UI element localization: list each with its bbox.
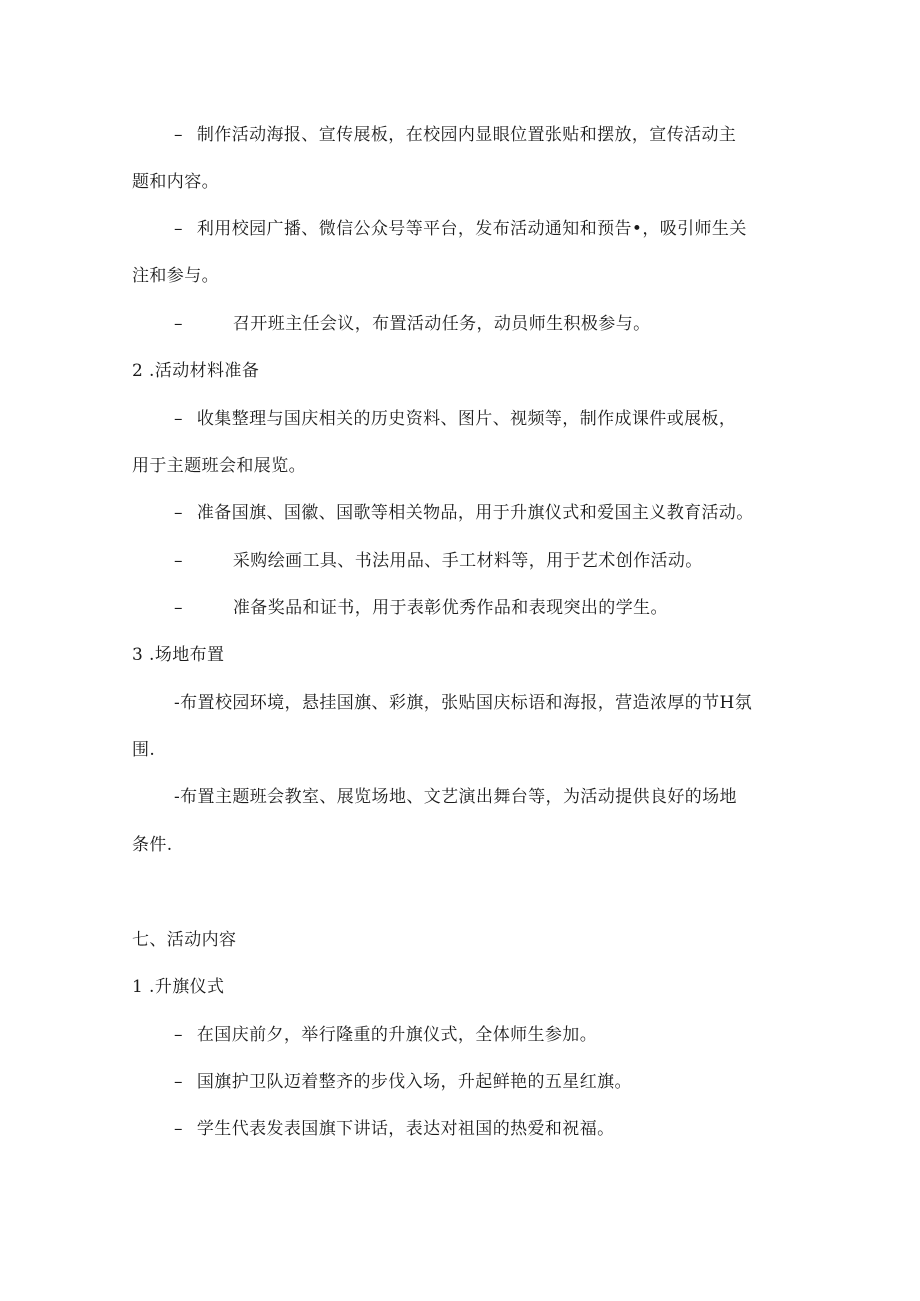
bullet-dash: – xyxy=(174,1072,183,1092)
materials-item-3: – 采购绘画工具、书法用品、手工材料等，用于艺术创作活动。 xyxy=(174,551,703,571)
bullet-dash: – xyxy=(174,125,183,145)
publicity-item-3: – 召开班主任会议，布置活动任务，动员师生积极参与。 xyxy=(174,314,651,334)
bullet-dash: – xyxy=(174,598,183,618)
venue-item-1-line-2: 围. xyxy=(132,740,156,760)
content-item-2: – 国旗护卫队迈着整齐的步伐入场，升起鲜艳的五星红旗。 xyxy=(174,1072,632,1092)
materials-item-1-line-1: – 收集整理与国庆相关的历史资料、图片、视频等，制作成课件或展板， xyxy=(174,409,737,429)
venue-item-2-line-1: -布置主题班会教室、展览场地、文艺演出舞台等，为活动提供良好的场地 xyxy=(174,787,737,807)
publicity-item-1-line-2: 题和内容。 xyxy=(132,172,219,192)
bullet-dash: – xyxy=(174,1025,183,1045)
bullet-dash: – xyxy=(174,219,183,239)
materials-heading: 2 .活动材料准备 xyxy=(132,361,260,381)
publicity-item-2-line-1: – 利用校园广播、微信公众号等平台，发布活动通知和预告•，吸引师生关 xyxy=(174,219,747,239)
venue-item-1-line-1: -布置校园环境，悬挂国旗、彩旗，张贴国庆标语和海报，营造浓厚的节H氛 xyxy=(174,693,753,713)
publicity-item-1-line-1: – 制作活动海报、宣传展板，在校园内显眼位置张贴和摆放，宣传活动主 xyxy=(174,125,737,145)
content-subheading: 1 .升旗仪式 xyxy=(132,977,225,997)
bullet-dash: – xyxy=(174,503,183,523)
materials-item-1-line-2: 用于主题班会和展览。 xyxy=(132,456,306,476)
venue-heading: 3 .场地布置 xyxy=(132,645,225,665)
bullet-dash: – xyxy=(174,1119,183,1139)
bullet-dash: – xyxy=(174,314,183,334)
content-item-1: – 在国庆前夕，举行隆重的升旗仪式，全体师生参加。 xyxy=(174,1025,598,1045)
materials-item-2: – 准备国旗、国徽、国歌等相关物品，用于升旗仪式和爱国主义教育活动。 xyxy=(174,503,754,523)
publicity-item-2-line-2: 注和参与。 xyxy=(132,266,219,286)
content-item-3: – 学生代表发表国旗下讲话，表达对祖国的热爱和祝福。 xyxy=(174,1119,615,1139)
venue-item-2-line-2: 条件. xyxy=(132,835,173,855)
materials-item-4: – 准备奖品和证书，用于表彰优秀作品和表现突出的学生。 xyxy=(174,598,668,618)
bullet-dash: – xyxy=(174,551,183,571)
bullet-dash: – xyxy=(174,409,183,429)
content-heading: 七、活动内容 xyxy=(132,930,237,950)
